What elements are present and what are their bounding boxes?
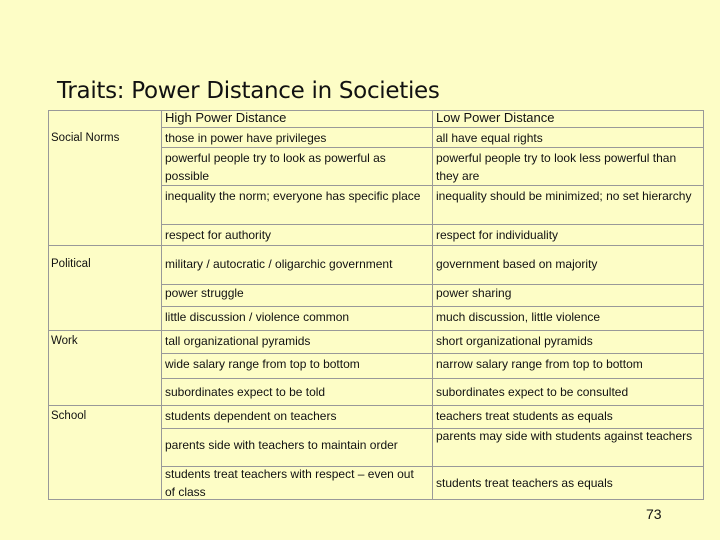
low-cell: all have equal rights — [436, 131, 543, 145]
low-cell: powerful people try to look less powerful than they are — [436, 151, 677, 183]
high-cell: wide salary range from top to bottom — [165, 357, 360, 371]
category-social-norms: Social Norms — [51, 132, 120, 144]
section-line — [48, 405, 704, 406]
row-line — [161, 306, 704, 307]
high-cell: students dependent on teachers — [165, 409, 337, 423]
high-cell: inequality the norm; everyone has specific place — [165, 189, 421, 203]
low-cell: parents may side with students against teachers — [436, 429, 693, 443]
high-cell: military / autocratic / oligarchic government — [165, 257, 393, 271]
row-line — [161, 353, 704, 354]
section-line — [48, 330, 704, 331]
high-cell: tall organizational pyramids — [165, 334, 311, 348]
low-cell: short organizational pyramids — [436, 334, 593, 348]
section-line — [48, 245, 704, 246]
high-cell: powerful people try to look as powerful as possible — [165, 151, 386, 183]
table-border-right — [703, 110, 704, 500]
row-line — [161, 185, 704, 186]
low-cell: much discussion, little violence — [436, 310, 601, 324]
low-cell: inequality should be minimized; no set hierarchy — [436, 189, 692, 203]
high-cell: students treat teachers with respect – even out of class — [165, 467, 414, 499]
table-border-top — [48, 110, 704, 111]
high-cell: power struggle — [165, 286, 244, 300]
row-line — [161, 147, 704, 148]
high-cell: those in power have privileges — [165, 131, 327, 145]
table-border-left — [48, 110, 49, 500]
page-title: Traits: Power Distance in Societies — [57, 78, 440, 104]
table-divider-1 — [161, 110, 162, 500]
high-cell: subordinates expect to be told — [165, 385, 326, 399]
high-cell: parents side with teachers to maintain order — [165, 438, 398, 452]
row-line — [161, 127, 704, 128]
low-cell: government based on majority — [436, 257, 598, 271]
low-cell: teachers treat students as equals — [436, 409, 613, 423]
header-low-power: Low Power Distance — [436, 110, 555, 125]
row-line — [161, 224, 704, 225]
low-cell: power sharing — [436, 286, 512, 300]
power-distance-table — [48, 110, 704, 500]
page-number: 73 — [646, 506, 662, 522]
category-work: Work — [51, 335, 78, 347]
row-line — [161, 378, 704, 379]
low-cell: narrow salary range from top to bottom — [436, 357, 643, 371]
header-high-power: High Power Distance — [165, 110, 287, 125]
low-cell: respect for individuality — [436, 228, 559, 242]
high-cell: respect for authority — [165, 228, 272, 242]
low-cell: students treat teachers as equals — [436, 476, 613, 490]
category-school: School — [51, 410, 87, 422]
high-cell: little discussion / violence common — [165, 310, 350, 324]
low-cell: subordinates expect to be consulted — [436, 385, 629, 399]
table-divider-2 — [432, 110, 433, 500]
category-political: Political — [51, 258, 91, 270]
